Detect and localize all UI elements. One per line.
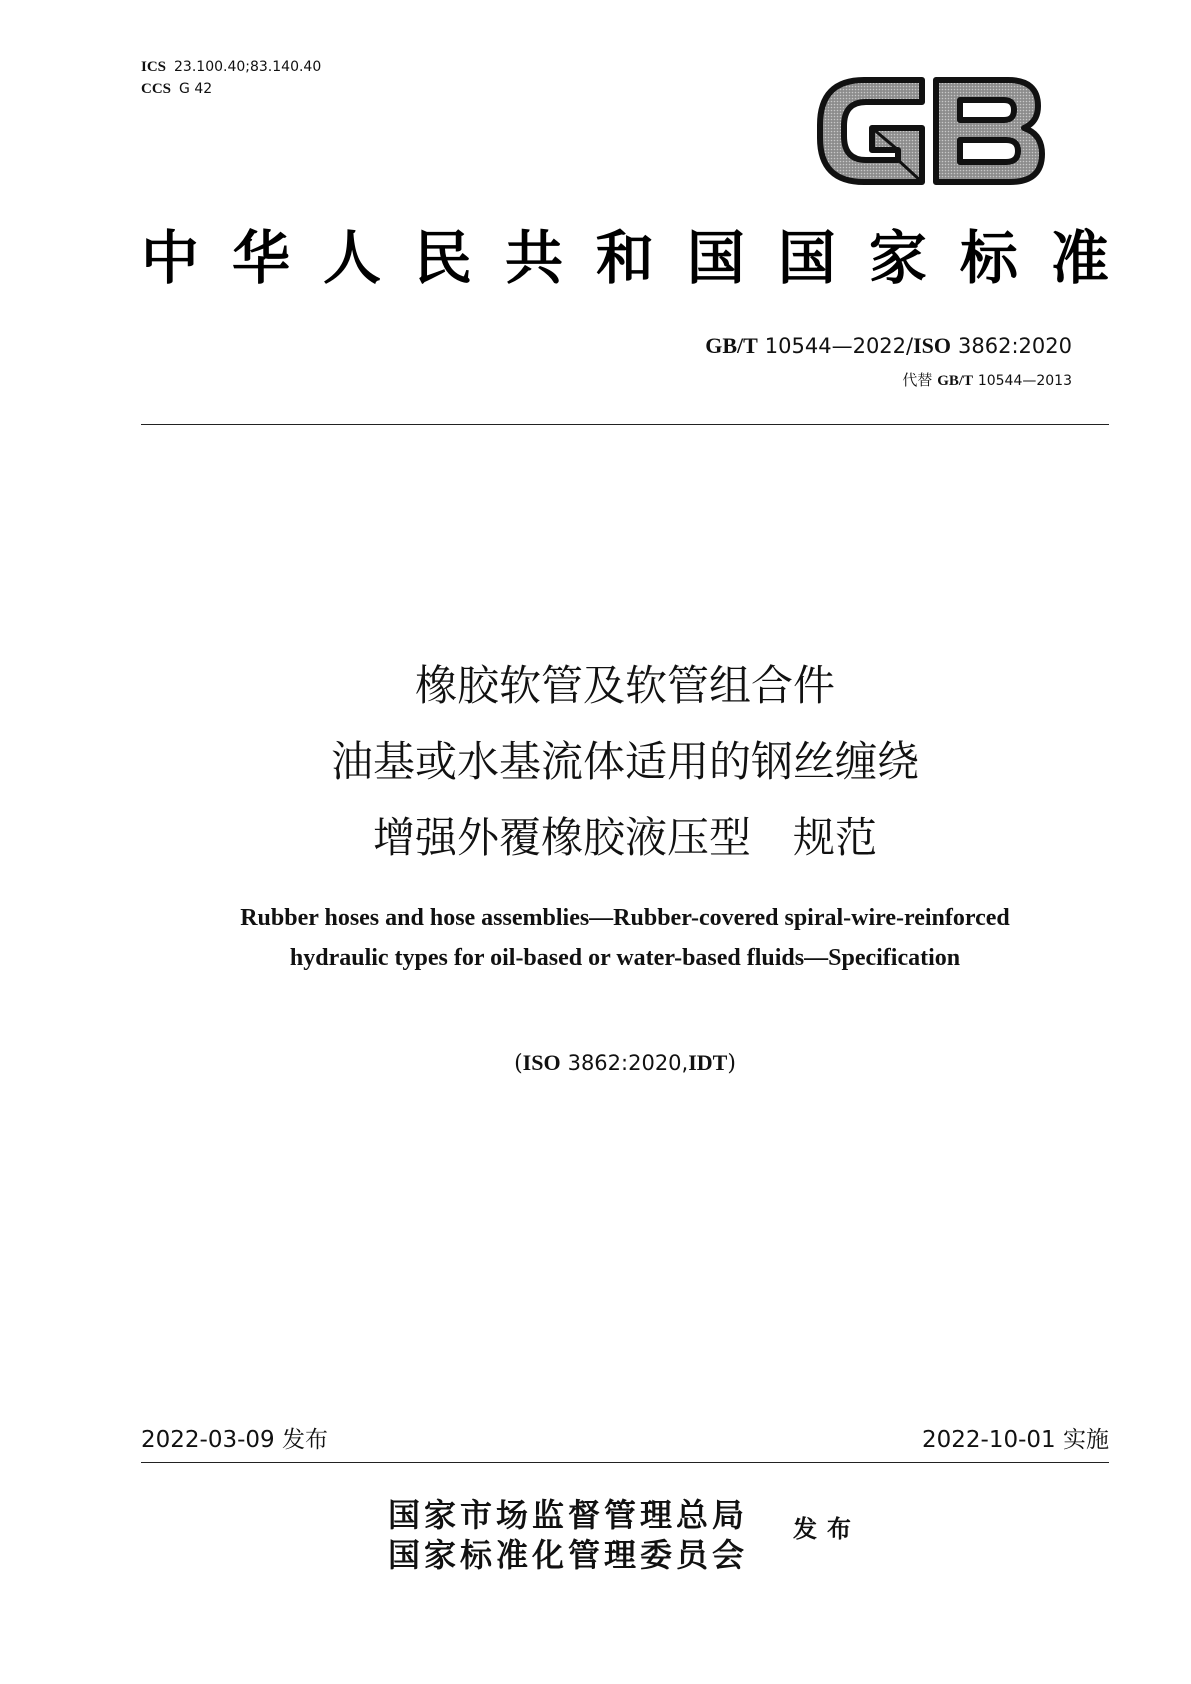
- issued-by-label: 发布: [793, 1514, 861, 1543]
- issue-date: 2022-03-09 发布: [141, 1427, 328, 1453]
- issuing-authorities: [388, 1495, 748, 1575]
- issuer-samr: 国家市场监督管理总局: [388, 1496, 749, 1534]
- equivalence-degree: IDT: [688, 1050, 728, 1075]
- paren-close: ): [727, 1051, 736, 1076]
- english-title-line: hydraulic types for oil-based or water-based fluids—Specification: [289, 945, 961, 971]
- iso-equivalence-prefix: ISO: [522, 1050, 561, 1075]
- replaces-prefix: GB/T: [937, 373, 974, 389]
- title-char: 中: [141, 224, 200, 292]
- chinese-title-line: 油基或水基流体适用的钢丝缠绕: [330, 737, 919, 786]
- standard-prefix: GB/T: [705, 333, 758, 358]
- ccs-line: [141, 78, 321, 100]
- title-char: 国: [686, 224, 745, 292]
- ccs-label: CCS: [141, 81, 172, 97]
- iso-prefix: ISO: [913, 333, 952, 358]
- ics-label: ICS: [141, 59, 167, 75]
- ics-line: [141, 56, 321, 78]
- title-char: 标: [959, 224, 1018, 292]
- english-title-line: Rubber hoses and hose assemblies—Rubber-covered spiral-wire-reinforced: [240, 905, 1010, 931]
- replaces-number: 10544—2013: [977, 373, 1072, 389]
- chinese-title: [141, 648, 1109, 876]
- chinese-title-line: 橡胶软管及软管组合件: [414, 661, 835, 710]
- title-char: 民: [413, 224, 472, 292]
- classification-codes: [141, 56, 321, 100]
- replaces-label: 代替: [902, 371, 933, 389]
- title-char: 准: [1050, 224, 1109, 292]
- issuer-sac: 国家标准化管理委员会: [388, 1536, 749, 1574]
- gb-logo-icon: [812, 70, 1050, 192]
- ccs-value: G 42: [179, 81, 213, 97]
- iso-equivalence: [141, 1048, 1109, 1079]
- bottom-divider: [141, 1462, 1109, 1463]
- paren-open: (: [514, 1051, 523, 1076]
- title-char: 共: [504, 224, 563, 292]
- ics-value: 23.100.40;83.140.40: [174, 59, 322, 75]
- title-char: 华: [231, 224, 290, 292]
- standard-number-value: 10544—2022/: [764, 334, 914, 358]
- gb-logo: [812, 70, 1050, 192]
- iso-number: 3862:2020: [958, 334, 1072, 358]
- title-char: 人: [322, 224, 381, 292]
- replaces-line: [902, 370, 1072, 391]
- standard-number: [705, 332, 1072, 361]
- title-char: 和: [595, 224, 654, 292]
- title-char: 家: [868, 224, 927, 292]
- top-divider: [141, 424, 1109, 425]
- chinese-title-line: 增强外覆橡胶液压型 规范: [372, 813, 877, 862]
- english-title: [141, 898, 1109, 978]
- implementation-date: 2022-10-01 实施: [922, 1427, 1109, 1453]
- national-standard-title: [141, 223, 1109, 293]
- title-char: 国: [777, 224, 836, 292]
- iso-equivalence-number: 3862:2020,: [567, 1051, 689, 1075]
